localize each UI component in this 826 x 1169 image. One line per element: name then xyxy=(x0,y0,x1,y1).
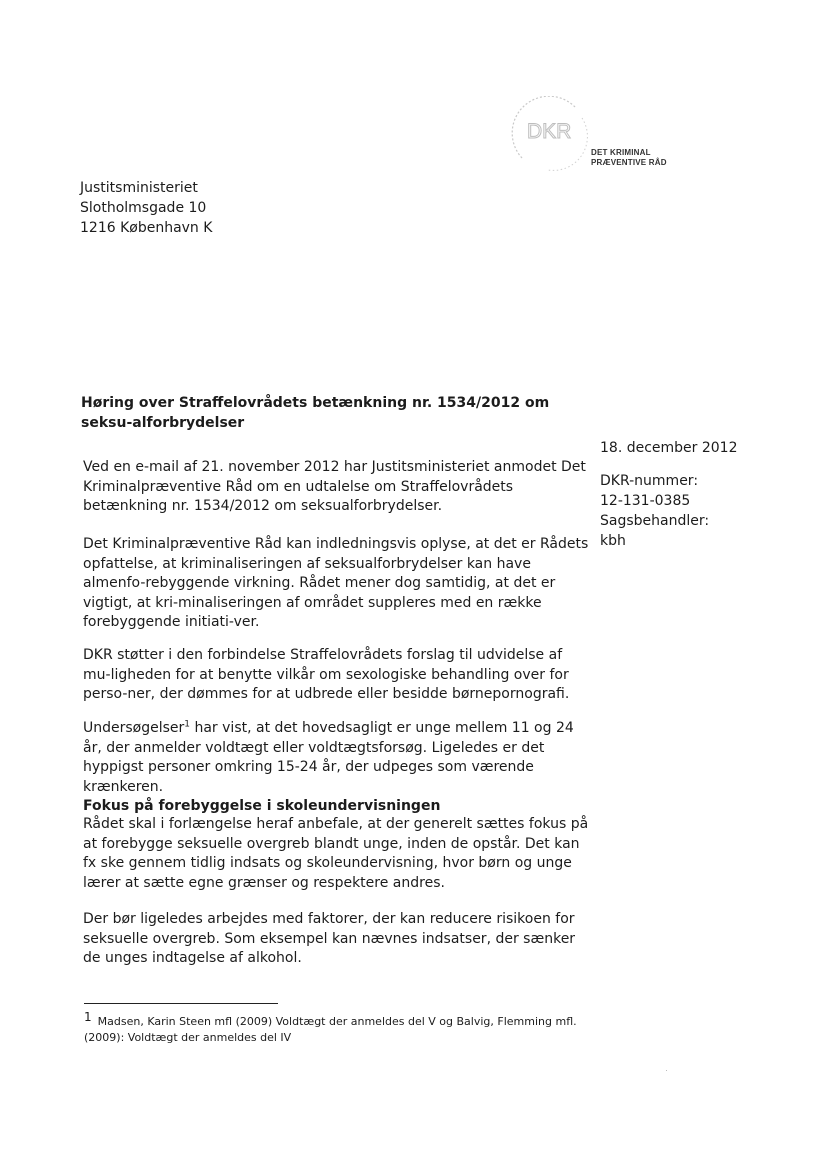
paragraph-recommendation: Rådet skal i forlængelse heraf anbefale, at der generelt sættes fokus på at forebygge seksuelle overgreb blandt unge, inden de opstår. Det kan fx ske gennem tidlig indsats og skoleundervisning, hvor børn og unge lærer at sætte egne grænser og respektere andres. xyxy=(83,816,589,891)
studies-word: Undersøgelser xyxy=(83,720,185,736)
paragraph-opinion: Det Kriminalpræventive Råd kan indledningsvis oplyse, at det er Rådets opfattelse, at kriminaliseringen af seksualforbrydelser kan have almenfo-rebyggende virkning. Rådet mener dog samtidig, at det er vigtigt, at kri-minaliseringen af området suppleres med en række forebyggende initiati-ver. xyxy=(83,536,589,630)
footnote xyxy=(84,1010,604,1046)
paragraph-studies xyxy=(83,719,593,797)
paragraph-request: Ved en e-mail af 21. november 2012 har Justitsministeriet anmodet Det Kriminalpræventive Råd om en udtalelse om Straffelovrådets betænkning nr. 1534/2012 om seksualforbrydelser. xyxy=(83,459,586,514)
case-handler-label: Sagsbehandler: xyxy=(600,513,710,529)
studies-text: har vist, at det hovedsagligt er unge mellem 11 og 24 år, der anmelder voldtægt eller voldtægtsforsøg. Ligeledes er det hyppigst personer omkring 15-24 år, der udpeges som værende krænkeren. xyxy=(83,720,574,795)
organisation-name xyxy=(591,148,667,168)
recipient-name: Justitsministeriet xyxy=(80,180,198,196)
recipient-street: Slotholmsgade 10 xyxy=(80,200,207,216)
footnote-divider xyxy=(84,1003,278,1004)
dkr-number: 12-131-0385 xyxy=(600,493,691,509)
case-handler: kbh xyxy=(600,533,626,549)
letter-date: 18. december 2012 xyxy=(600,440,738,456)
dkr-logo xyxy=(506,96,596,176)
letter-meta xyxy=(600,438,738,551)
svg-text:DKR: DKR xyxy=(527,120,572,143)
letter-title: Høring over Straffelovrådets betænkning nr. 1534/2012 om seksu-alforbrydelser xyxy=(81,395,550,431)
footnote-text: Madsen, Karin Steen mfl (2009) Voldtægt der anmeldes del V og Balvig, Flemming mfl. (2009): Voldtægt der anmeldes del IV xyxy=(84,1015,577,1044)
paragraph-support: DKR støtter i den forbindelse Straffelovrådets forslag til udvidelse af mu-ligheden for at benytte vilkår om sexologiske behandling over for perso-ner, der dømmes for at udbrede eller besidde børnepornografi. xyxy=(83,647,570,702)
dkr-number-label: DKR-nummer: xyxy=(600,473,699,489)
organisation-name-line1: DET KRIMINAL xyxy=(591,148,651,157)
recipient-address xyxy=(80,178,212,238)
scan-speck xyxy=(666,1070,667,1071)
section-heading: Fokus på forebyggelse i skoleundervisningen xyxy=(83,798,441,814)
paragraph-factors: Der bør ligeledes arbejdes med faktorer, der kan reducere risikoen for seksuelle overgreb. Som eksempel kan nævnes indsatser, der sænker de unges indtagelse af alkohol. xyxy=(83,911,576,966)
organisation-name-line2: PRÆVENTIVE RÅD xyxy=(591,158,667,167)
footnote-reference: 1 xyxy=(184,719,191,730)
recipient-city: 1216 København K xyxy=(80,220,213,236)
footnote-number: 1 xyxy=(84,1010,92,1024)
